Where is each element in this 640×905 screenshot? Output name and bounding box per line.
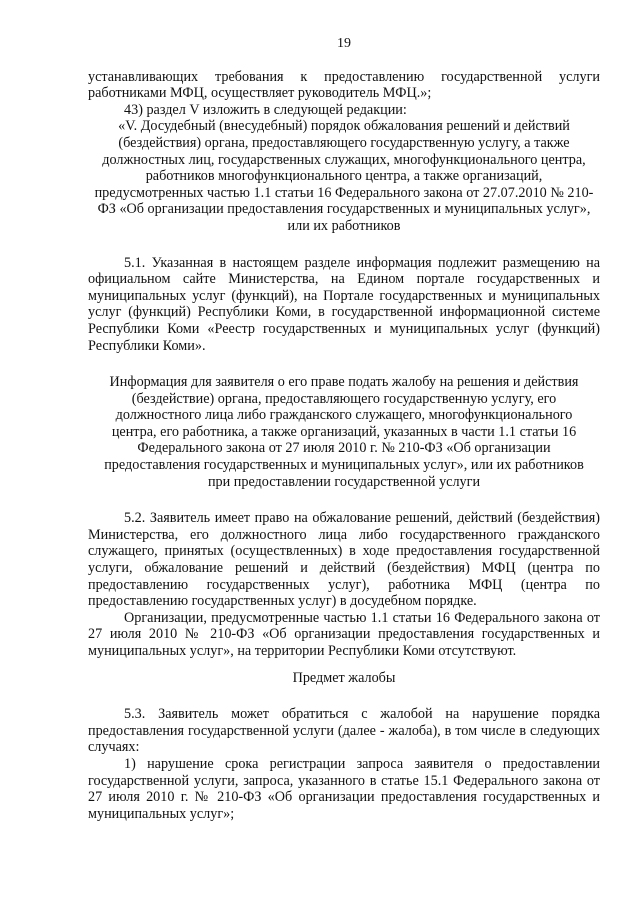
section-v-title: «V. Досудебный (внесудебный) порядок обжалования решений и действий (бездействия) органа, предоставляющего государственную услугу, а также должностных лиц, государственных служащих, многофункционального центра, работников многофункционального центра, а также организаций, предусмотренных частью 1.1 статьи 16 Федерального закона от 27.07.2010 № 210-ФЗ «Об организации предоставления государственных и муниципальных услуг», или их работников (94, 118, 594, 234)
page-number: 19 (337, 36, 351, 51)
paragraph-organizations: Организации, предусмотренные частью 1.1 статьи 16 Федерального закона от 27 июля 2010 № 210-ФЗ «Об организации предоставления государственных и муниципальных услуг», на территории Республики Коми отсутствуют. (88, 609, 600, 659)
intro-continuation: устанавливающих требования к предоставлению государственной услуги работниками МФЦ, осуществляет руководитель МФЦ.»; (88, 68, 600, 102)
paragraph-5-1: 5.1. Указанная в настоящем разделе информация подлежит размещению на официальном сайте Министерства, на Едином портале государственных и муниципальных услуг (функций), на Портале государственных и муниципальных услуг (функций) Республики Коми, в государственной информационной системе Республики Коми «Реестр государственных и муниципальных услуг (функций) Республики Коми». (88, 254, 600, 354)
subject-heading: Предмет жалобы (292, 669, 396, 686)
paragraph-5-3: 5.3. Заявитель может обратиться с жалобой на нарушение порядка предоставления государственной услуги (далее - жалоба), в том числе в следующих случаях: (88, 706, 600, 756)
item-43: 43) раздел V изложить в следующей редакции: (124, 101, 407, 118)
paragraph-item-1: 1) нарушение срока регистрации запроса заявителя о предоставлении государственной услуги, запроса, указанного в статье 15.1 Федерального закона от 27 июля 2010 г. № 210-ФЗ «Об организации предоставления государственных и муниципальных услуг»; (88, 755, 600, 822)
paragraph-5-2: 5.2. Заявитель имеет право на обжалование решений, действий (бездействия) Министерства, его должностного лица либо государственного гражданского служащего, принятых (осуществленных) в ходе предоставления государственной услуги, обжалование решений и действий (бездействия) МФЦ (центра по предоставлению государственных услуг), работника МФЦ (центра по предоставлению государственных услуг) в досудебном порядке. (88, 510, 600, 610)
info-heading: Информация для заявителя о его праве подать жалобу на решения и действия (бездействие) органа, предоставляющего государственную услугу, его должностного лица либо гражданского служащего, многофункционального центра, его работника, а также организаций, указанных в части 1.1 статьи 16 Федерального закона от 27 июля 2010 г. № 210-ФЗ «Об организации предоставления государственных и муниципальных услуг», или их работников при предоставлении государственной услуги (104, 374, 584, 490)
document-page (88, 36, 600, 822)
